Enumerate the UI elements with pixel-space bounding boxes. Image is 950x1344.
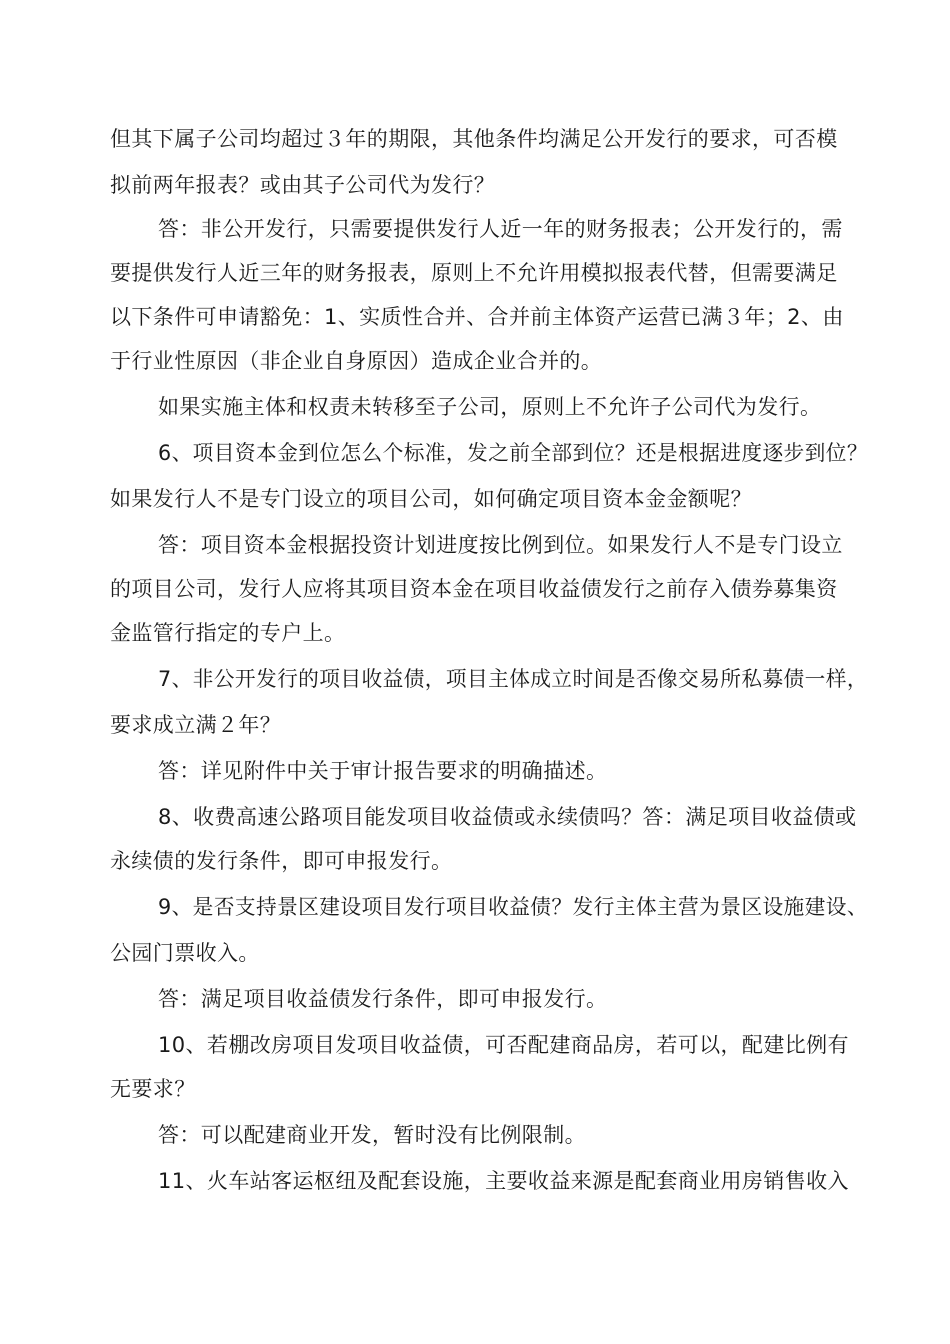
text-line: 10、若棚改房项目发项目收益债，可否配建商品房，若可以，配建比例有 [158,1033,849,1057]
text-line: 7、非公开发行的项目收益债，项目主体成立时间是否像交易所私募债一样， [158,667,868,691]
text-line: 答：满足项目收益债发行条件，即可申报发行。 [158,987,608,1011]
text-line: 公园门票收入。 [110,941,260,965]
text-line: 答：项目资本金根据投资计划进度按比例到位。如果发行人不是专门设立 [158,533,843,557]
text-line: 9、是否支持景区建设项目发行项目收益债？发行主体主营为景区设施建设、 [158,895,868,919]
text-line: 如果发行人不是专门设立的项目公司，如何确定项目资本金金额呢？ [110,487,752,511]
text-line: 无要求？ [110,1077,196,1101]
text-line: 永续债的发行条件，即可申报发行。 [110,849,453,873]
text-line: 答：可以配建商业开发，暂时没有比例限制。 [158,1123,586,1147]
text-line: 要提供发行人近三年的财务报表，原则上不允许用模拟报表代替，但需要满足 [110,261,838,285]
text-line: 6、项目资本金到位怎么个标准，发之前全部到位？还是根据进度逐步到位？ [158,441,868,465]
text-line: 以下条件可申请豁免：1、实质性合并、合并前主体资产运营已满３年；2、由 [110,305,844,329]
text-line: 答：详见附件中关于审计报告要求的明确描述。 [158,759,608,783]
text-line: 金监管行指定的专户上。 [110,621,346,645]
text-line: 的项目公司，发行人应将其项目资本金在项目收益债发行之前存入债券募集资 [110,577,838,601]
text-line: 如果实施主体和权责未转移至子公司，原则上不允许子公司代为发行。 [158,395,822,419]
text-line: 答：非公开发行，只需要提供发行人近一年的财务报表；公开发行的，需 [158,217,843,241]
text-line: 但其下属子公司均超过３年的期限，其他条件均满足公开发行的要求，可否模 [110,127,838,151]
text-line: 于行业性原因（非企业自身原因）造成企业合并的。 [110,349,603,373]
text-line: 拟前两年报表？或由其子公司代为发行？ [110,173,496,197]
text-line: 8、收费高速公路项目能发项目收益债或永续债吗？答：满足项目收益债或 [158,805,857,829]
text-line: 要求成立满２年？ [110,713,282,737]
text-line: 11、火车站客运枢纽及配套设施，主要收益来源是配套商业用房销售收入 [158,1169,849,1193]
